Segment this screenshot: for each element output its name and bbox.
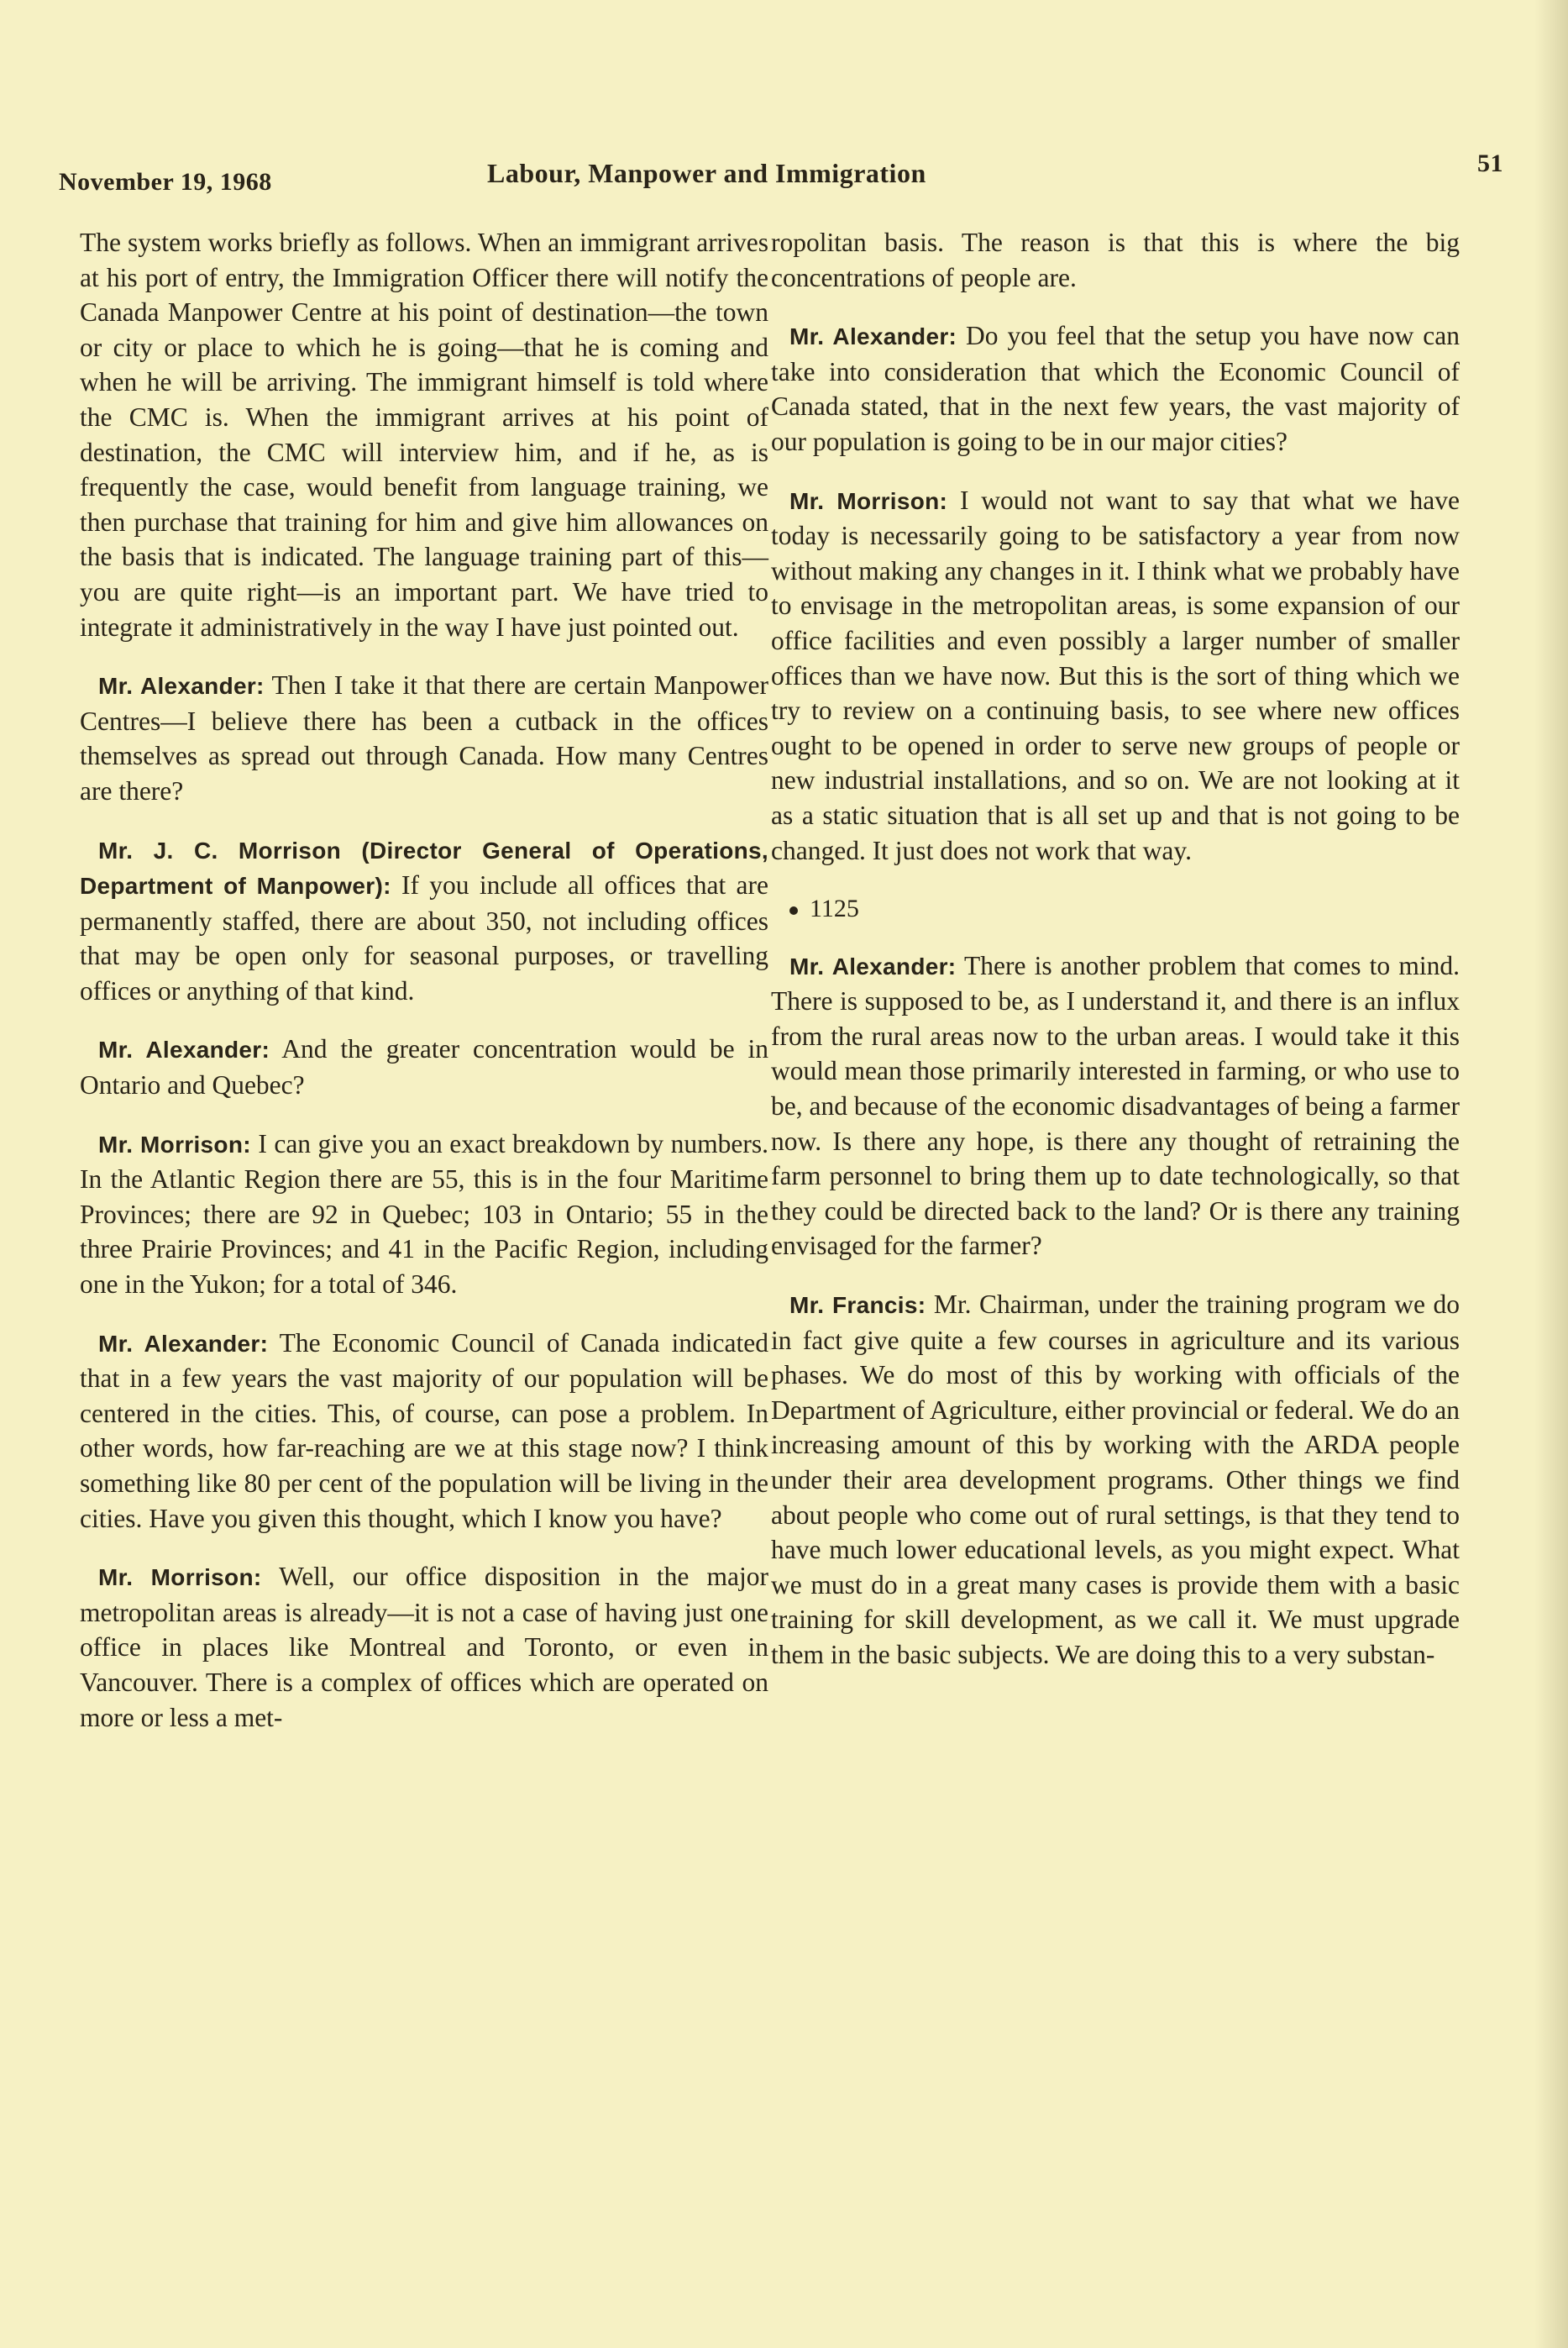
speaker-name: Mr. J. C. Morrison (Director General of Operations, Department of Manpower): [80,837,768,900]
speaker-name: Mr. Alexander: [98,1037,270,1064]
speaker-name: Mr. Francis: [789,1292,926,1319]
header-date: November 19, 1968 [59,168,272,196]
paragraph: Mr. Morrison: Well, our office disposition in the major metropolitan areas is already—it is not a case of having just one office in places like Montreal and Toronto, or even in Vancouver. There is a complex of offices which are operated on more or less a met- [80,1562,768,1732]
paragraph: Mr. Morrison: I can give you an exact breakdown by numbers. In the Atlantic Region there are 55, this is in the four Maritime Provinces; there are 92 in Quebec; 103 in Ontario; 55 in the three Prairie Provinces; and 41 in the Pacific Region, including one in the Yukon; for a total of 346. [80,1128,768,1300]
paragraph: Mr. Alexander: And the greater concentration would be in Ontario and Quebec? [80,1034,768,1100]
paragraph: The system works briefly as follows. When an immigrant arrives at his port of entry, the Immigration Officer there will notify the Canada Manpower Centre at his point of destination—the town or city or place to which he is going—that he is coming and when he will be arriving. The immigrant himself is told where the CMC is. When the immigrant arrives at his point of destination, the CMC will interview him, and if he, as is frequently the case, would benefit from language training, we then purchase that training for him and give him allowances on the basis that is indicated. The language training part of this—you are quite right—is an important part. We have tried to integrate it administratively in the way I have just pointed out. [80,228,768,642]
paragraph: Mr. Morrison: I would not want to say that what we have today is necessarily going to be satisfactory a year from now without making any changes in it. I think what we probably have to envisage in the metropolitan areas, is some expansion of our office facilities and even possibly a larger number of smaller offices than we have now. But this is the sort of thing which we try to review on a continuing basis, to see where new offices ought to be opened in order to serve new groups of people or new industrial installations, and so on. We are not looking at it as a static situation that is all set up and that is not going to be changed. It just does not work that way. [771,485,1460,865]
speaker-name: Mr. Alexander: [98,673,265,700]
page-number: 51 [1477,150,1503,177]
paragraph: Mr. Alexander: There is another problem that comes to mind. There is supposed to be, as I understand it, and there is an influx from the rural areas now to the urban areas. I would take it this would mean those primarily interested in farming, or who use to be, and because of the economic disadvantages of being a farmer now. Is there any hope, is there any thought of retraining the farm personnel to bring them up to date technologically, so that they could be directed back to the land? Or is there any training envisaged for the farmer? [771,950,1460,1261]
time-marker: 1125 [789,891,1460,927]
speaker-name: Mr. Morrison: [98,1131,251,1158]
paragraph: Mr. J. C. Morrison (Director General of Operations, Department of Manpower): If you include all offices that are permanently staffed, there are about 350, not including offices that may be open only for seasonal purposes, or travelling offices or anything of that kind. [80,837,769,1006]
speaker-name: Mr. Morrison: [789,487,948,514]
page-header [59,150,1503,200]
paragraph: Mr. Alexander: The Economic Council of Canada indicated that in a few years the vast majority of our population will be centered in the cities. This, of course, can pose a problem. In other words, how far-reaching are we at this stage now? I think something like 80 per cent of the population will be living in the cities. Have you given this thought, which I know you have? [80,1327,768,1533]
paragraph: Mr. Alexander: Do you feel that the setup you have now can take into consideration that which the Economic Council of Canada stated, that in the next few years, the vast majority of our population is going to be in our major cities? [771,321,1460,456]
bullet-icon [789,906,798,915]
page-edge-shadow [1534,0,1568,2348]
paragraph: ropolitan basis. The reason is that this is where the big concentrations of people are. [771,228,1460,292]
speaker-name: Mr. Alexander: [789,953,957,980]
paragraph: Mr. Alexander: Then I take it that there are certain Manpower Centres—I believe there has been a cutback in the offices themselves as spread out through Canada. How many Centres are there? [80,670,768,806]
speaker-name: Mr. Alexander: [789,323,957,350]
left-column [80,225,768,1758]
speaker-name: Mr. Alexander: [98,1330,269,1357]
paragraph: Mr. Francis: Mr. Chairman, under the training program we do in fact give quite a few courses in agriculture and its various phases. We do most of this by working with officials of the Department of Agriculture, either provincial or federal. We do an increasing amount of this by working with the ARDA people under their area development programs. Other things we find about people who come out of rural settings, is that they tend to have much lower educational levels, as you might expect. What we must do in a great many cases is provide them with a basic training for skill development, as we call it. We must upgrade them in the basic subjects. We are doing this to a very substan- [771,1290,1460,1669]
right-column [771,225,1460,1696]
header-title: Labour, Manpower and Immigration [487,158,926,188]
speaker-name: Mr. Morrison: [98,1564,262,1591]
